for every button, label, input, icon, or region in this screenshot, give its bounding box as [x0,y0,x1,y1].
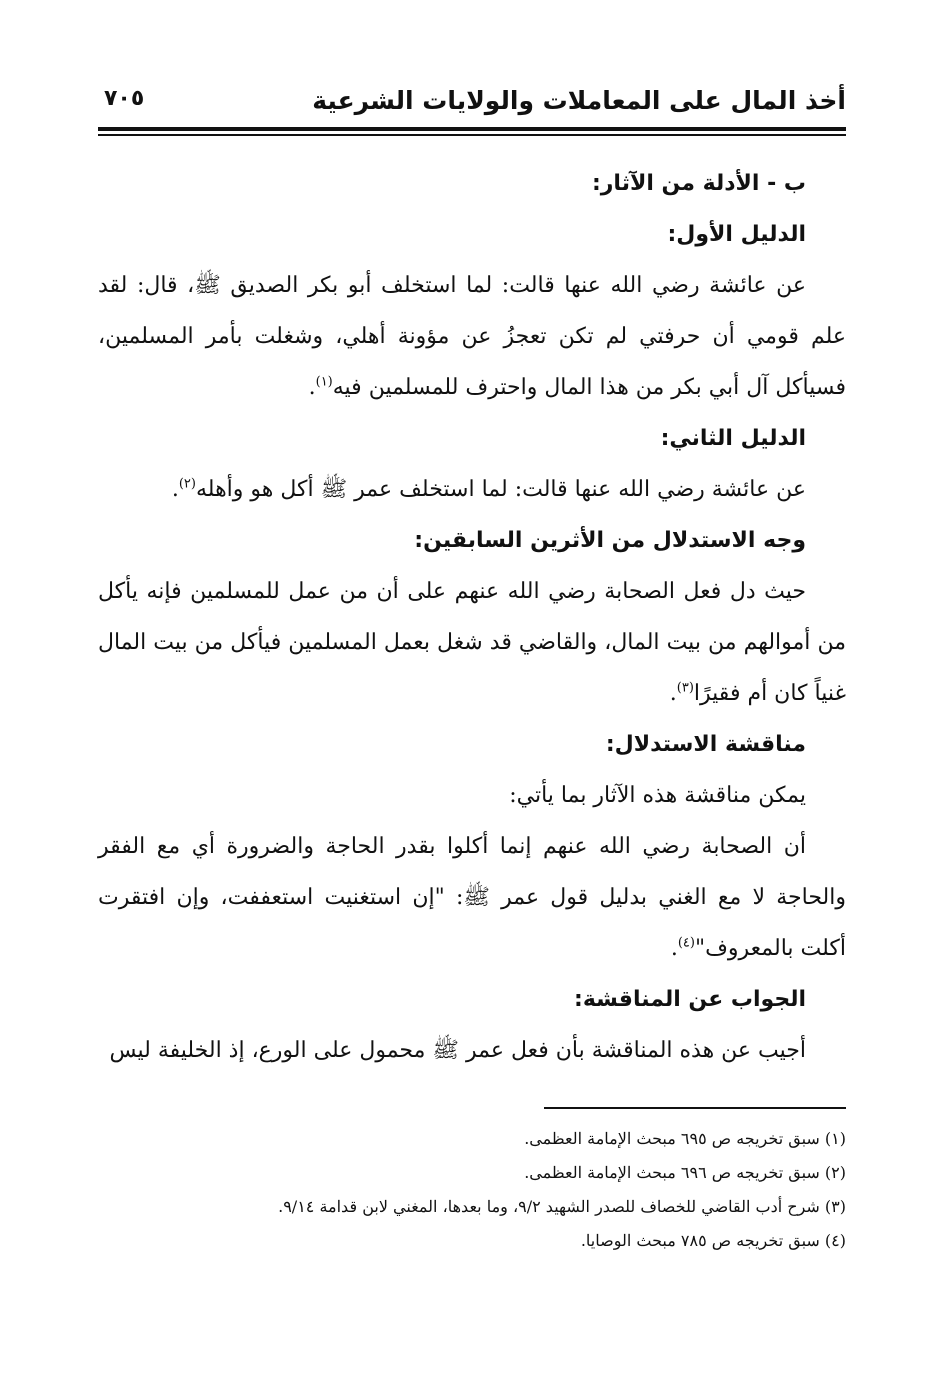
heading-answer: الجواب عن المناقشة: [574,987,806,1012]
footnote-ref: (١) [315,374,333,390]
main-text [98,158,846,1076]
section-heading-athar: ب - الأدلة من الآثار: [591,171,806,196]
paragraph-discussion [98,821,846,974]
heading-inference: وجه الاستدلال من الأثرين السابقين: [414,528,806,553]
footnote-ref: (٤) [677,935,695,951]
paragraph-first-evidence [98,260,846,413]
heading-second-evidence: الدليل الثاني: [660,426,806,451]
paragraph-end: . [669,681,677,706]
header-rule-thick [98,127,846,131]
footnote-3: (٣) شرح أدب القاضي للخصاف للصدر الشهيد ٩/٢، وما بعدها، المغني لابن قدامة ٩/١٤. [278,1197,846,1216]
paragraph-answer: أجيب عن هذه المناقشة بأن فعل عمر ﷺ محمول على الورع، إذ الخليفة ليس [109,1038,806,1063]
paragraph-text: حيث دل فعل الصحابة رضي الله عنهم على أن من عمل للمسلمين فإنه يأكل من أموالهم من بيت المال، والقاضي قد شغل بعمل المسلمين فيأكل من بيت المال غنياً كان أم فقيرًا [98,579,846,706]
footnote-1: (١) سبق تخريجه ص ٦٩٥ مبحث الإمامة العظمى. [524,1129,846,1148]
heading-first-evidence: الدليل الأول: [667,222,806,247]
footnote-separator [544,1107,846,1109]
footnote-2: (٢) سبق تخريجه ص ٦٩٦ مبحث الإمامة العظمى. [524,1163,846,1182]
paragraph-text: أن الصحابة رضي الله عنهم إنما أكلوا بقدر الحاجة والضرورة أي مع الفقر والحاجة لا مع الغني بدليل قول عمر ﷺ: "إن استغنيت استعففت، وإن افتقرت أكلت بالمعروف" [98,834,846,961]
footnotes [98,1122,846,1258]
paragraph-text: عن عائشة رضي الله عنها قالت: لما استخلف عمر ﷺ أكل هو وأهله [195,477,806,502]
page-number: ٧٠٥ [104,86,145,111]
paragraph-second-evidence [98,464,846,515]
paragraph-inference [98,566,846,719]
paragraph-discussion-intro: يمكن مناقشة هذه الآثار بما يأتي: [509,783,806,808]
footnote-ref: (٣) [676,680,694,696]
paragraph-end: . [171,477,179,502]
running-title: أخذ المال على المعاملات والولايات الشرعية [312,86,846,115]
paragraph-end: . [670,936,678,961]
footnote-ref: (٢) [178,476,196,492]
running-header [98,86,846,126]
paragraph-text: عن عائشة رضي الله عنها قالت: لما استخلف أبو بكر الصديق ﷺ، قال: لقد علم قومي أن حرفتي لم تكن تعجزُ عن مؤونة أهلي، وشغلت بأمر المسلمين، فسيأكل آل أبي بكر من هذا المال واحترف للمسلمين فيه [98,273,846,400]
paragraph-end: . [308,375,316,400]
footnote-4: (٤) سبق تخريجه ص ٧٨٥ مبحث الوصايا. [580,1231,846,1250]
heading-discussion: مناقشة الاستدلال: [605,732,806,757]
header-rule-thin [98,134,846,136]
